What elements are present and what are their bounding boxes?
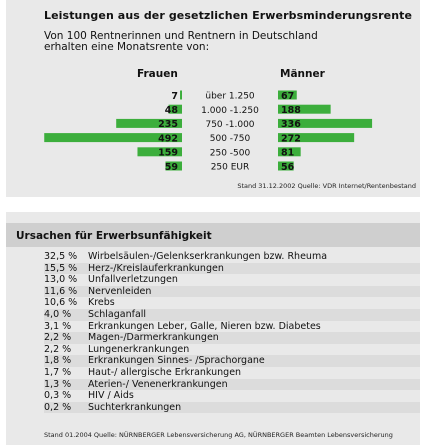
cause-percent: 13,0 % <box>44 274 78 286</box>
cause-percent: 0,2 % <box>44 401 72 413</box>
cause-row <box>44 367 420 379</box>
category-label: 750 -1.000 <box>205 120 255 130</box>
cause-percent: 0,3 % <box>44 390 72 402</box>
category-label: über 1.250 <box>205 91 255 102</box>
cause-percent: 3,1 % <box>44 320 72 332</box>
women-value-label: 59 <box>164 161 178 173</box>
cause-label: HIV / Aids <box>88 390 134 402</box>
women-value-label: 235 <box>158 119 178 131</box>
women-value-label: 492 <box>158 133 178 145</box>
women-value-label: 48 <box>164 105 178 116</box>
category-label: 500 -750 <box>209 134 251 145</box>
pension-bar-chart <box>0 0 426 200</box>
women-value-label: 159 <box>158 147 178 159</box>
men-value-label: 272 <box>281 133 301 145</box>
men-value-label: 81 <box>281 147 295 159</box>
cause-label: Erkrankungen Sinnes- /Sprachorgane <box>88 355 265 367</box>
cause-percent: 1,3 % <box>44 378 72 390</box>
men-value-label: 188 <box>281 105 301 116</box>
cause-percent: 32,5 % <box>44 251 78 262</box>
cause-label: Schlaganfall <box>88 308 147 320</box>
cause-percent: 15,5 % <box>44 262 78 274</box>
cause-label: Suchterkrankungen <box>88 401 182 413</box>
cause-label: Wirbelsäulen-/Gelenkserkrankungen bzw. Rheuma <box>88 251 328 262</box>
cause-label: Unfallverletzungen <box>88 274 178 286</box>
chart-title: Leistungen aus der gesetzlichen Erwerbsminderungsrente <box>44 9 413 22</box>
men-value-label: 67 <box>281 90 295 102</box>
cause-row <box>44 344 420 356</box>
cause-label: Haut-/ allergische Erkrankungen <box>88 366 242 378</box>
cause-row <box>44 402 420 414</box>
men-value-label: 336 <box>281 119 301 131</box>
cause-label: Erkrankungen Leber, Galle, Nieren bzw. Diabetes <box>88 320 321 332</box>
cause-percent: 10,6 % <box>44 297 78 309</box>
cause-label: Herz-/Kreislauferkrankungen <box>88 262 224 274</box>
cause-row <box>44 390 420 402</box>
chart-footnote: Stand 31.12.2002 Quelle: VDR Internet/Rentenbestand <box>237 182 416 190</box>
category-label: 1.000 -1.250 <box>201 105 259 116</box>
intro-line-1: Von 100 Rentnerinnen und Rentnern in Deutschland <box>44 30 318 42</box>
cause-percent: 2,2 % <box>44 343 72 355</box>
cause-label: Magen-/Darmerkrankungen <box>88 332 219 344</box>
cause-row <box>44 274 420 286</box>
causes-footnote: Stand 01.2004 Quelle: NÜRNBERGER Lebensversicherung AG, NÜRNBERGER Beamten Lebensversicherung <box>44 431 393 439</box>
cause-row <box>44 286 420 298</box>
cause-row <box>44 263 420 275</box>
causes-list <box>44 251 420 413</box>
cause-row <box>44 251 420 263</box>
cause-percent: 2,2 % <box>44 332 72 344</box>
women-value-label: 7 <box>171 90 178 102</box>
category-label: 250 -500 <box>209 148 251 159</box>
cause-row <box>44 355 420 367</box>
cause-row <box>44 321 420 333</box>
women-bar <box>180 91 182 100</box>
cause-row <box>44 297 420 309</box>
cause-label: Krebs <box>88 297 115 309</box>
header-men: Männer <box>280 68 325 80</box>
cause-label: Aterien-/ Venenerkrankungen <box>88 378 228 390</box>
cause-label: Lungenerkrankungen <box>88 343 190 355</box>
cause-percent: 4,0 % <box>44 308 72 320</box>
header-women: Frauen <box>137 68 178 80</box>
causes-title: Ursachen für Erwerbsunfähigkeit <box>16 230 212 242</box>
cause-percent: 11,6 % <box>44 285 78 297</box>
category-label: 250 EUR <box>210 162 250 173</box>
intro-line-2: erhalten eine Monatsrente von: <box>44 41 210 53</box>
cause-percent: 1,8 % <box>44 355 72 367</box>
cause-percent: 1,7 % <box>44 366 72 378</box>
cause-row <box>44 379 420 391</box>
cause-label: Nervenleiden <box>88 285 152 297</box>
cause-row <box>44 309 420 321</box>
men-value-label: 56 <box>281 161 295 173</box>
cause-row <box>44 332 420 344</box>
